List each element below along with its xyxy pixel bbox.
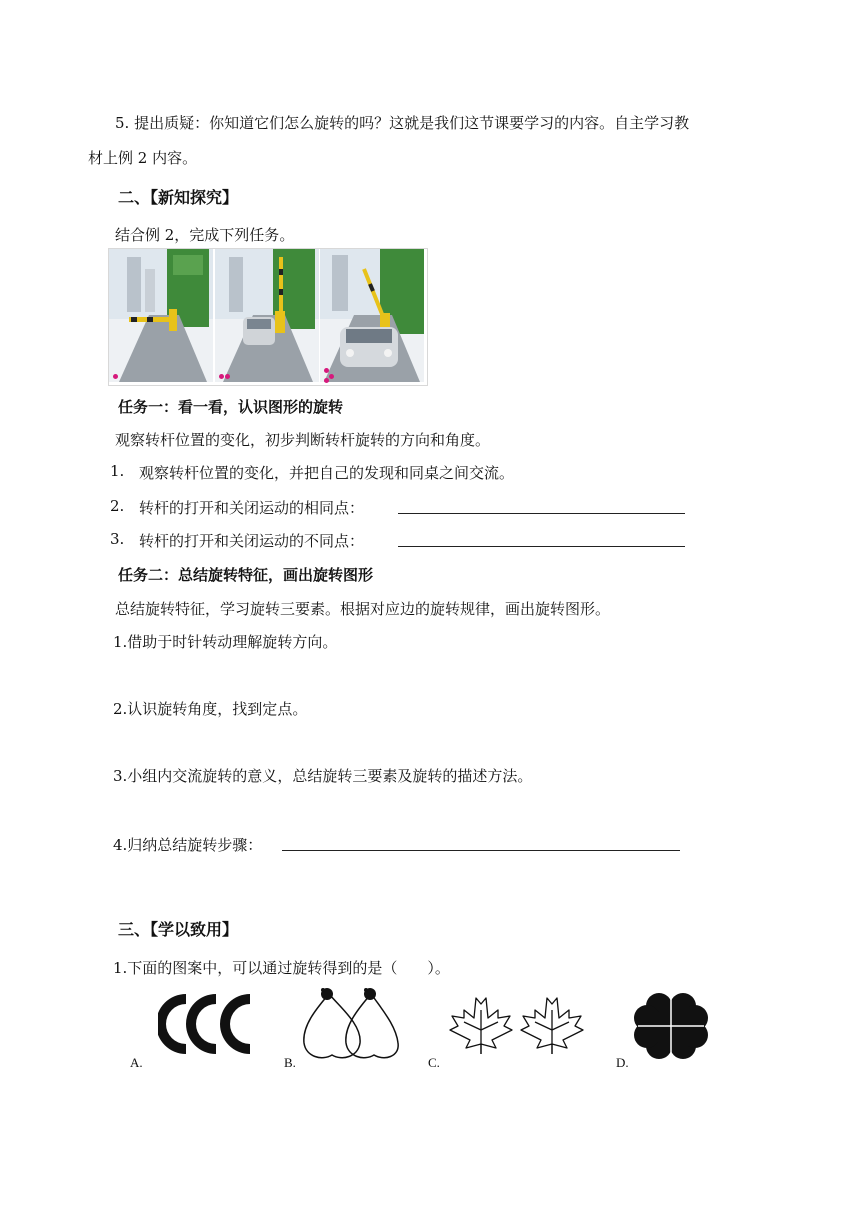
task1-item-1-text: 观察转杆位置的变化，并把自己的发现和同桌之间交流。 bbox=[139, 464, 515, 482]
section2-instruction: 结合例 2，完成下列任务。 bbox=[115, 226, 295, 244]
option-c-label[interactable]: C. bbox=[428, 1055, 440, 1070]
answer-line-similarity[interactable] bbox=[398, 513, 685, 514]
barrier-photo-closed bbox=[109, 249, 213, 382]
photo-dot bbox=[225, 374, 230, 379]
intro-line-2: 材上例 2 内容。 bbox=[88, 149, 198, 167]
task2-item-1: 1.借助于时针转动理解旋转方向。 bbox=[113, 633, 338, 651]
task2-title: 任务二：总结旋转特征，画出旋转图形 bbox=[118, 566, 374, 584]
intro-line-1: 5. 提出质疑：你知道它们怎么旋转的吗？这就是我们这节课要学习的内容。自主学习教 bbox=[115, 114, 690, 132]
task2-desc: 总结旋转特征，学习旋转三要素。根据对应边的旋转规律，画出旋转图形。 bbox=[115, 600, 611, 618]
barrier-photo-opening bbox=[215, 249, 319, 382]
option-c-maple-leaves-figure bbox=[444, 990, 594, 1064]
answer-line-difference[interactable] bbox=[398, 546, 685, 547]
task1-item-1-num: 1. bbox=[110, 462, 125, 480]
option-a-label[interactable]: A. bbox=[130, 1055, 143, 1070]
photo-dot bbox=[219, 374, 224, 379]
task2-item-3: 3.小组内交流旋转的意义，总结旋转三要素及旋转的描述方法。 bbox=[113, 767, 533, 785]
photo-dot bbox=[324, 368, 329, 373]
task1-desc: 观察转杆位置的变化，初步判断转杆旋转的方向和角度。 bbox=[115, 431, 491, 449]
option-b-pears-figure bbox=[298, 985, 402, 1063]
answer-line-rotation-steps[interactable] bbox=[282, 850, 680, 851]
task1-item-2-text: 转杆的打开和关闭运动的相同点： bbox=[139, 499, 365, 517]
section-heading-new-knowledge: 二、【新知探究】 bbox=[118, 188, 239, 207]
section-heading-apply: 三、【学以致用】 bbox=[118, 920, 239, 939]
barrier-photo-open bbox=[320, 249, 424, 382]
photo-dot bbox=[329, 374, 334, 379]
photo-dot bbox=[324, 378, 329, 383]
task2-item-2: 2.认识旋转角度，找到定点。 bbox=[113, 700, 308, 718]
option-b-label[interactable]: B. bbox=[284, 1055, 296, 1070]
section3-question: 1.下面的图案中，可以通过旋转得到的是（ ）。 bbox=[113, 959, 450, 977]
photo-dot bbox=[113, 374, 118, 379]
task2-item-4: 4.归纳总结旋转步骤： bbox=[113, 836, 263, 854]
option-d-clover-figure bbox=[632, 990, 710, 1064]
option-a-ccc-figure bbox=[158, 990, 260, 1060]
task1-item-3-num: 3. bbox=[110, 530, 125, 548]
task1-item-2-num: 2. bbox=[110, 497, 125, 515]
option-d-label[interactable]: D. bbox=[616, 1055, 629, 1070]
task1-title: 任务一：看一看，认识图形的旋转 bbox=[118, 398, 344, 416]
task1-item-3-text: 转杆的打开和关闭运动的不同点： bbox=[139, 532, 365, 550]
